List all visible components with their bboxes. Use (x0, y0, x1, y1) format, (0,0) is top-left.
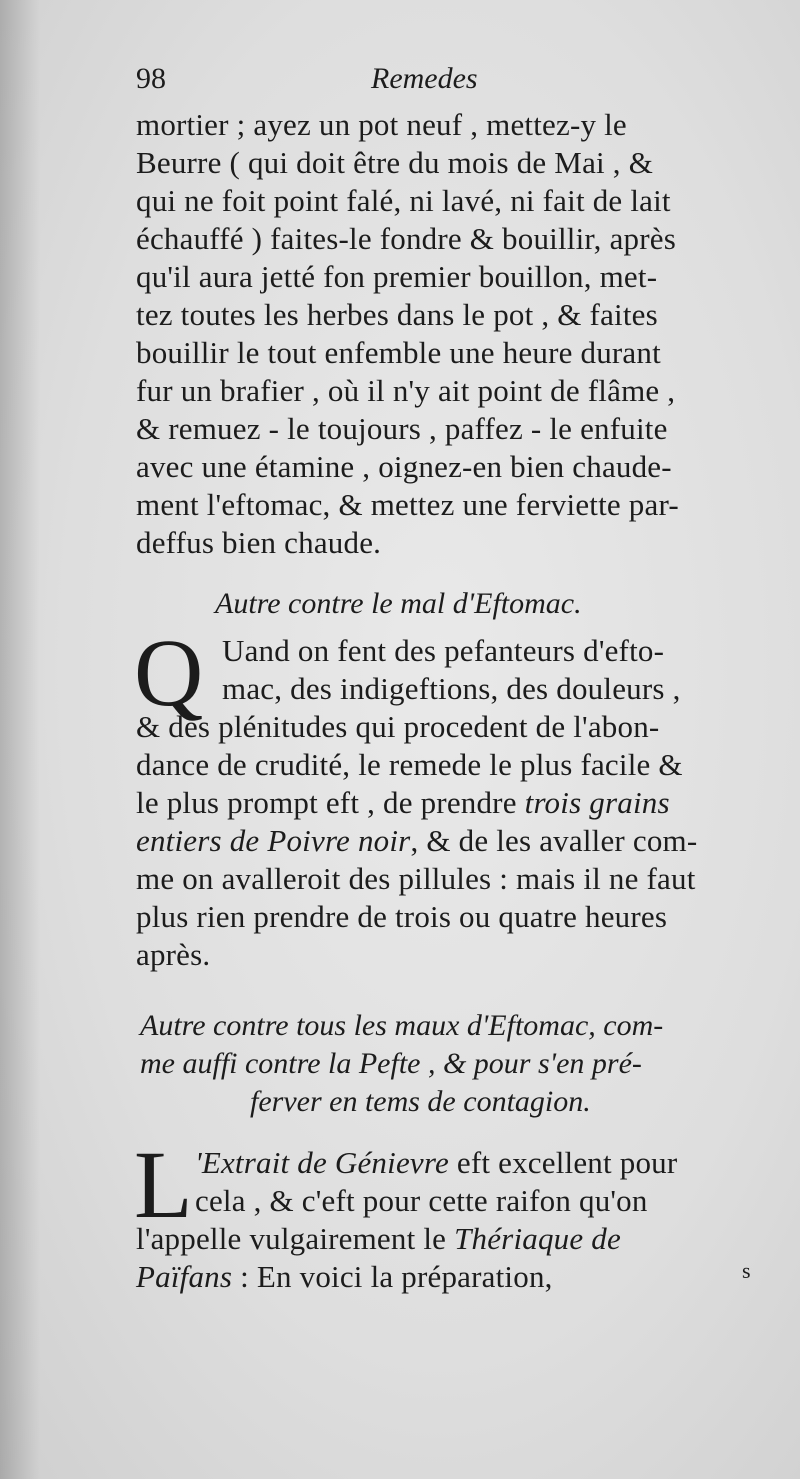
text-line: ment l'eftomac, & mettez une ferviette par- (136, 487, 679, 522)
signature-mark: s (742, 1258, 751, 1283)
italic-text-run: trois grains (524, 785, 670, 820)
text-line (136, 822, 697, 860)
text-line (136, 784, 670, 822)
text-line (136, 1258, 553, 1296)
italic-text-run: Païfans (136, 1259, 233, 1294)
section-heading: Autre contre le mal d'Eftomac. (215, 587, 582, 620)
running-title: Remedes (371, 62, 478, 95)
section-heading-line: me auffi contre la Pefte , & pour s'en pré- (140, 1047, 642, 1080)
text-line: & remuez - le toujours , paffez - le enfuite (136, 411, 668, 446)
italic-text-run: 'Extrait de Génievre (195, 1145, 449, 1180)
text-line (136, 1220, 621, 1258)
italic-text-run: Thériaque de (454, 1221, 621, 1256)
text-line: qui ne foit point falé, ni lavé, ni fait de lait (136, 183, 671, 218)
text-line: mortier ; ayez un pot neuf , mettez-y le (136, 107, 627, 142)
italic-text-run: entiers de Poivre noir (136, 823, 411, 858)
text-line: deffus bien chaude. (136, 525, 382, 560)
text-line: tez toutes les herbes dans le pot , & faites (136, 297, 658, 332)
text-line: dance de crudité, le remede le plus facile & (136, 747, 683, 782)
page-header (136, 62, 756, 106)
text-line: Beurre ( qui doit être du mois de Mai , & (136, 145, 654, 180)
text-line: bouillir le tout enfemble une heure durant (136, 335, 661, 370)
text-run: le plus prompt eft , de prendre (136, 785, 525, 820)
text-line: me on avalleroit des pillules : mais il ne faut (136, 861, 696, 896)
text-line: qu'il aura jetté fon premier bouillon, met- (136, 259, 658, 294)
drop-cap: L (134, 1131, 193, 1238)
text-run: , & de les avaller com- (410, 823, 698, 858)
section-heading-line: Autre contre tous les maux d'Eftomac, com- (140, 1009, 664, 1042)
text-run: eft excellent pour (448, 1145, 678, 1180)
drop-cap: Q (134, 619, 204, 726)
text-line: cela , & c'eft pour cette raifon qu'on (195, 1183, 648, 1218)
text-run: l'appelle vulgairement le (136, 1221, 455, 1256)
text-line: & des plénitudes qui procedent de l'abon- (136, 709, 660, 744)
text-line (195, 1144, 677, 1182)
text-line: mac, des indigeftions, des douleurs , (222, 671, 681, 706)
text-line: plus rien prendre de trois ou quatre heures (136, 899, 668, 934)
text-line: avec une étamine , oignez-en bien chaude- (136, 449, 672, 484)
text-line: Uand on fent des pefanteurs d'efto- (222, 633, 665, 668)
text-run: : En voici la préparation, (232, 1259, 553, 1294)
text-line: échauffé ) faites-le fondre & bouillir, après (136, 221, 676, 256)
text-line: fur un brafier , où il n'y ait point de flâme , (136, 373, 676, 408)
text-line: après. (136, 937, 211, 972)
gutter-shadow (0, 0, 40, 1479)
page-number: 98 (136, 62, 166, 95)
section-heading-line: ferver en tems de contagion. (250, 1085, 591, 1118)
